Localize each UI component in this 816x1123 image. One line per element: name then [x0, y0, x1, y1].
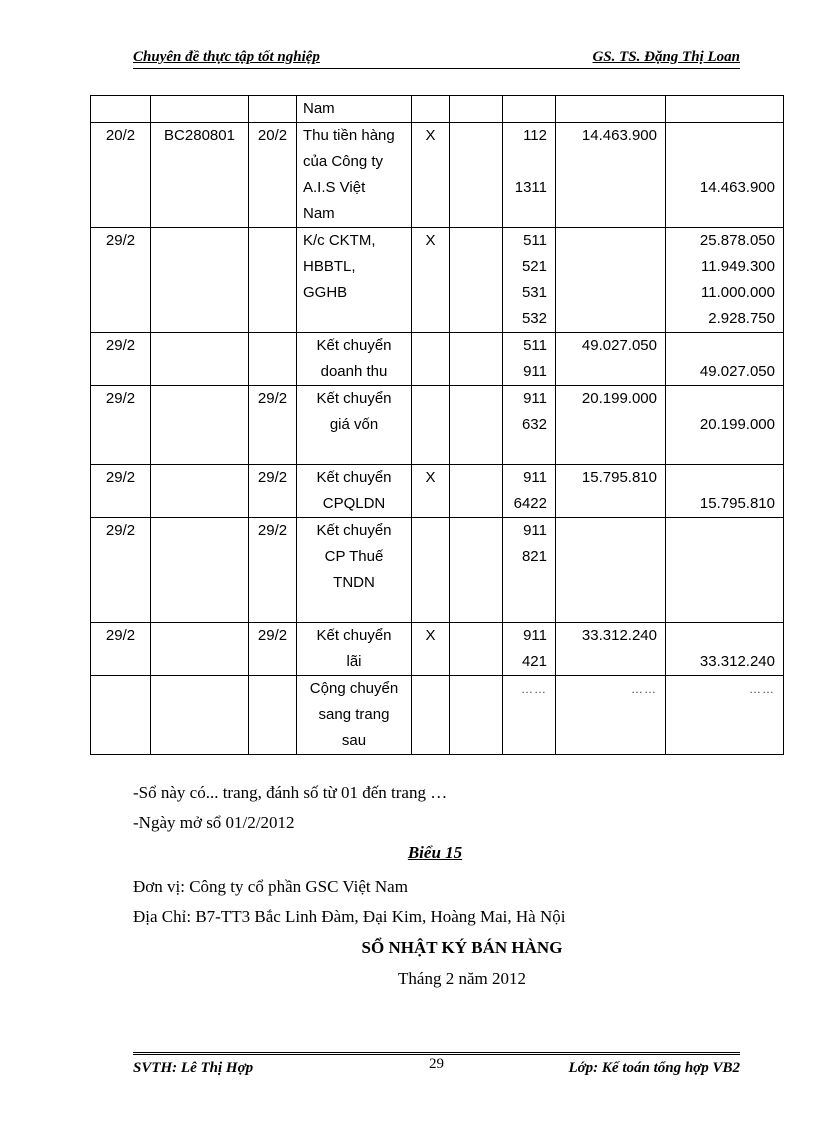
cell-mark	[412, 123, 450, 228]
cell-line: 911	[523, 363, 547, 380]
cell-line: 49.027.050	[699, 363, 775, 380]
cell-line	[666, 438, 775, 464]
cell-line	[249, 228, 296, 254]
cell-line: X	[425, 627, 436, 644]
cell-line	[297, 438, 411, 464]
cell-desc	[297, 333, 412, 386]
cell-date	[91, 123, 151, 228]
cell-line	[666, 149, 775, 175]
cell-line: 521	[521, 258, 547, 275]
cell-desc	[297, 386, 412, 465]
cell-credit	[666, 676, 784, 755]
ledger-row	[91, 123, 784, 228]
cell-line	[91, 96, 150, 122]
cell-debit	[556, 465, 666, 518]
cell-desc	[297, 676, 412, 755]
cell-desc	[297, 228, 412, 333]
cell-doc-date	[249, 676, 297, 755]
cell-doc	[151, 228, 249, 333]
cell-line: 33.312.240	[699, 653, 775, 670]
cell-line: 112	[523, 127, 547, 144]
cell-line	[503, 596, 547, 622]
cell-line	[556, 201, 657, 227]
cell-line	[666, 465, 775, 491]
cell-mark	[412, 228, 450, 333]
cell-line: 821	[521, 548, 547, 565]
company-unit: Đơn vị: Công ty cổ phần GSC Việt Nam	[133, 877, 408, 896]
cell-line: 511	[523, 337, 547, 354]
cell-line	[503, 570, 547, 596]
cell-line	[249, 676, 296, 702]
cell-line: 11.949.300	[701, 258, 775, 275]
cell-doc-date	[249, 123, 297, 228]
cell-extra	[450, 228, 503, 333]
cell-line	[151, 228, 248, 254]
cell-line	[556, 359, 657, 385]
cell-date	[91, 333, 151, 386]
cell-debit	[556, 96, 666, 123]
cell-debit	[556, 676, 666, 755]
cell-line	[666, 623, 775, 649]
cell-line: 15.795.810	[699, 495, 775, 512]
cell-line: ……	[631, 682, 657, 696]
cell-line: CP Thuế	[324, 548, 384, 565]
cell-line: 14.463.900	[699, 179, 775, 196]
cell-line: 421	[521, 653, 547, 670]
cell-line	[556, 228, 657, 254]
cell-account	[503, 465, 556, 518]
cell-line: Kết chuyển	[316, 337, 392, 354]
cell-line: 532	[521, 310, 547, 327]
cell-line	[556, 518, 657, 544]
cell-account	[503, 518, 556, 623]
header-right-author: GS. TS. Đặng Thị Loan	[592, 49, 740, 65]
cell-line	[666, 386, 775, 412]
cell-line: 511	[523, 232, 547, 249]
cell-line	[556, 254, 657, 280]
cell-date	[91, 228, 151, 333]
cell-line: TNDN	[333, 574, 375, 591]
cell-account	[503, 386, 556, 465]
cell-doc-date	[249, 518, 297, 623]
form-label-text: Biểu 15	[407, 843, 463, 862]
cell-line	[450, 123, 502, 149]
ledger-row	[91, 228, 784, 333]
cell-date	[91, 623, 151, 676]
cell-line	[450, 228, 502, 254]
cell-account	[503, 623, 556, 676]
ledger-body	[91, 96, 784, 755]
cell-mark	[412, 676, 450, 755]
cell-line	[666, 96, 775, 122]
cell-desc	[297, 123, 412, 228]
cell-line: 2.928.750	[708, 310, 775, 327]
cell-line: 20.199.000	[581, 390, 657, 407]
cell-line	[450, 623, 502, 649]
cell-line	[249, 96, 296, 122]
cell-line: Kết chuyển	[316, 390, 392, 407]
cell-line	[666, 123, 775, 149]
cell-credit	[666, 228, 784, 333]
cell-line: Nam	[303, 100, 335, 117]
cell-debit	[556, 333, 666, 386]
cell-line: 911	[523, 627, 547, 644]
cell-line: 6422	[513, 495, 547, 512]
cell-line	[556, 175, 657, 201]
cell-extra	[450, 123, 503, 228]
cell-doc	[151, 465, 249, 518]
page-footer	[133, 1052, 740, 1077]
footer-class: Lớp: Kế toán tổng hợp VB2	[568, 1060, 740, 1076]
cell-line	[412, 333, 449, 359]
cell-line	[556, 96, 657, 122]
cell-line: 14.463.900	[581, 127, 657, 144]
cell-line: K/c CKTM,	[303, 232, 376, 249]
cell-mark	[412, 96, 450, 123]
cell-extra	[450, 465, 503, 518]
cell-desc	[297, 518, 412, 623]
cell-line: Cộng chuyển	[309, 680, 399, 697]
cell-line	[151, 333, 248, 359]
cell-debit	[556, 386, 666, 465]
cell-date	[91, 676, 151, 755]
note-open-date: -Ngày mở sổ 01/2/2012	[133, 813, 295, 832]
cell-account	[503, 676, 556, 755]
cell-line: 911	[523, 390, 547, 407]
cell-line	[556, 149, 657, 175]
cell-mark	[412, 386, 450, 465]
cell-credit	[666, 123, 784, 228]
cell-mark	[412, 333, 450, 386]
cell-line	[450, 386, 502, 412]
cell-line	[503, 96, 547, 122]
note-pages: -Sổ này có... trang, đánh số từ 01 đến trang …	[133, 783, 448, 802]
cell-line	[503, 201, 547, 227]
ledger-row	[91, 465, 784, 518]
cell-line	[303, 306, 411, 332]
cell-line: giá vốn	[329, 416, 379, 433]
cell-line: ……	[521, 682, 547, 696]
cell-doc-date	[249, 333, 297, 386]
book-title: SỔ NHẬT KÝ BÁN HÀNG	[361, 938, 563, 957]
cell-doc	[151, 676, 249, 755]
cell-line: ……	[749, 682, 775, 696]
page-header	[133, 46, 740, 69]
cell-line: Nam	[303, 205, 335, 222]
cell-line: 632	[521, 416, 547, 433]
cell-account	[503, 123, 556, 228]
cell-line: GGHB	[303, 284, 348, 301]
cell-line: 29/2	[257, 469, 288, 486]
cell-line: 29/2	[105, 469, 136, 486]
cell-doc-date	[249, 623, 297, 676]
cell-line	[450, 333, 502, 359]
cell-doc	[151, 123, 249, 228]
cell-credit	[666, 96, 784, 123]
cell-doc	[151, 386, 249, 465]
footer-student: SVTH: Lê Thị Hợp	[133, 1060, 254, 1076]
cell-line	[297, 596, 411, 622]
cell-line: 29/2	[257, 522, 288, 539]
cell-credit	[666, 518, 784, 623]
cell-line: CPQLDN	[322, 495, 386, 512]
footer-page-number: 29	[429, 1056, 444, 1072]
cell-doc-date	[249, 96, 297, 123]
cell-line	[151, 518, 248, 544]
cell-line	[151, 96, 248, 122]
cell-line	[556, 280, 657, 306]
cell-account	[503, 228, 556, 333]
cell-line: Kết chuyển	[316, 469, 392, 486]
cell-line: 15.795.810	[581, 469, 657, 486]
company-address: Địa Chỉ: B7-TT3 Bắc Linh Đàm, Đại Kim, Hoàng Mai, Hà Nội	[133, 907, 566, 926]
cell-line: 29/2	[105, 390, 136, 407]
cell-extra	[450, 96, 503, 123]
cell-extra	[450, 518, 503, 623]
cell-line	[151, 386, 248, 412]
cell-line: 911	[523, 469, 547, 486]
cell-line: 20/2	[257, 127, 288, 144]
cell-line	[666, 518, 775, 544]
cell-line: 29/2	[105, 522, 136, 539]
ledger-table	[90, 95, 784, 755]
cell-account	[503, 96, 556, 123]
book-period: Tháng 2 năm 2012	[398, 969, 526, 988]
cell-doc-date	[249, 465, 297, 518]
cell-desc	[297, 96, 412, 123]
cell-line	[412, 676, 449, 702]
cell-credit	[666, 386, 784, 465]
cell-doc	[151, 623, 249, 676]
cell-date	[91, 386, 151, 465]
cell-line	[450, 96, 502, 122]
cell-debit	[556, 228, 666, 333]
cell-line	[450, 676, 502, 702]
form-label	[0, 843, 816, 863]
cell-line	[151, 623, 248, 649]
cell-line: sang trang	[318, 706, 390, 723]
cell-line: 29/2	[105, 627, 136, 644]
cell-mark	[412, 623, 450, 676]
cell-line	[556, 649, 657, 675]
cell-line	[151, 676, 248, 702]
cell-line	[503, 438, 547, 464]
cell-debit	[556, 518, 666, 623]
cell-line	[556, 438, 657, 464]
cell-line	[151, 465, 248, 491]
cell-line: X	[425, 127, 436, 144]
cell-doc	[151, 333, 249, 386]
ledger-row	[91, 518, 784, 623]
cell-credit	[666, 623, 784, 676]
cell-line	[556, 412, 657, 438]
cell-line: doanh thu	[320, 363, 388, 380]
cell-line: HBBTL,	[303, 258, 356, 275]
cell-line: 911	[523, 522, 547, 539]
cell-line	[91, 676, 150, 702]
cell-desc	[297, 465, 412, 518]
cell-line	[249, 333, 296, 359]
cell-extra	[450, 676, 503, 755]
cell-line: 29/2	[257, 627, 288, 644]
cell-line: 29/2	[105, 232, 136, 249]
cell-line	[556, 491, 657, 517]
ledger-row	[91, 676, 784, 755]
cell-line: Kết chuyển	[316, 627, 392, 644]
cell-date	[91, 465, 151, 518]
ledger-row	[91, 96, 784, 123]
cell-line: của Công ty	[303, 153, 384, 170]
cell-doc-date	[249, 228, 297, 333]
notes	[133, 778, 447, 838]
cell-mark	[412, 465, 450, 518]
ledger-row	[91, 623, 784, 676]
cell-line: 25.878.050	[699, 232, 775, 249]
cell-line: lãi	[346, 653, 362, 670]
cell-line	[412, 518, 449, 544]
cell-line	[666, 201, 775, 227]
ledger-row	[91, 333, 784, 386]
cell-doc	[151, 518, 249, 623]
cell-line: Kết chuyển	[316, 522, 392, 539]
cell-credit	[666, 465, 784, 518]
cell-line	[450, 518, 502, 544]
header-left-title: Chuyên đề thực tập tốt nghiệp	[133, 49, 320, 65]
cell-mark	[412, 518, 450, 623]
cell-line: 29/2	[257, 390, 288, 407]
cell-doc	[151, 96, 249, 123]
cell-line	[666, 333, 775, 359]
cell-account	[503, 333, 556, 386]
cell-line	[450, 465, 502, 491]
cell-line: 531	[521, 284, 547, 301]
cell-line: 1311	[514, 179, 547, 196]
cell-line	[412, 386, 449, 412]
cell-line	[503, 149, 547, 175]
cell-debit	[556, 123, 666, 228]
cell-line: X	[425, 232, 436, 249]
cell-line: sau	[341, 732, 367, 749]
cell-line	[556, 306, 657, 332]
cell-date	[91, 96, 151, 123]
cell-line: 20.199.000	[699, 416, 775, 433]
cell-extra	[450, 386, 503, 465]
cell-line: 20/2	[105, 127, 136, 144]
cell-desc	[297, 623, 412, 676]
cell-line: 49.027.050	[581, 337, 657, 354]
cell-extra	[450, 333, 503, 386]
cell-date	[91, 518, 151, 623]
company-info	[133, 872, 565, 932]
cell-extra	[450, 623, 503, 676]
cell-line: 29/2	[105, 337, 136, 354]
cell-line: Thu tiền hàng	[303, 127, 395, 144]
cell-line: 11.000.000	[701, 284, 775, 301]
cell-line: X	[425, 469, 436, 486]
cell-doc-date	[249, 386, 297, 465]
cell-line: BC280801	[164, 127, 235, 144]
cell-debit	[556, 623, 666, 676]
ledger-row	[91, 386, 784, 465]
cell-line	[412, 96, 449, 122]
cell-line: A.I.S Việt	[303, 179, 366, 196]
cell-line: 33.312.240	[581, 627, 657, 644]
cell-credit	[666, 333, 784, 386]
